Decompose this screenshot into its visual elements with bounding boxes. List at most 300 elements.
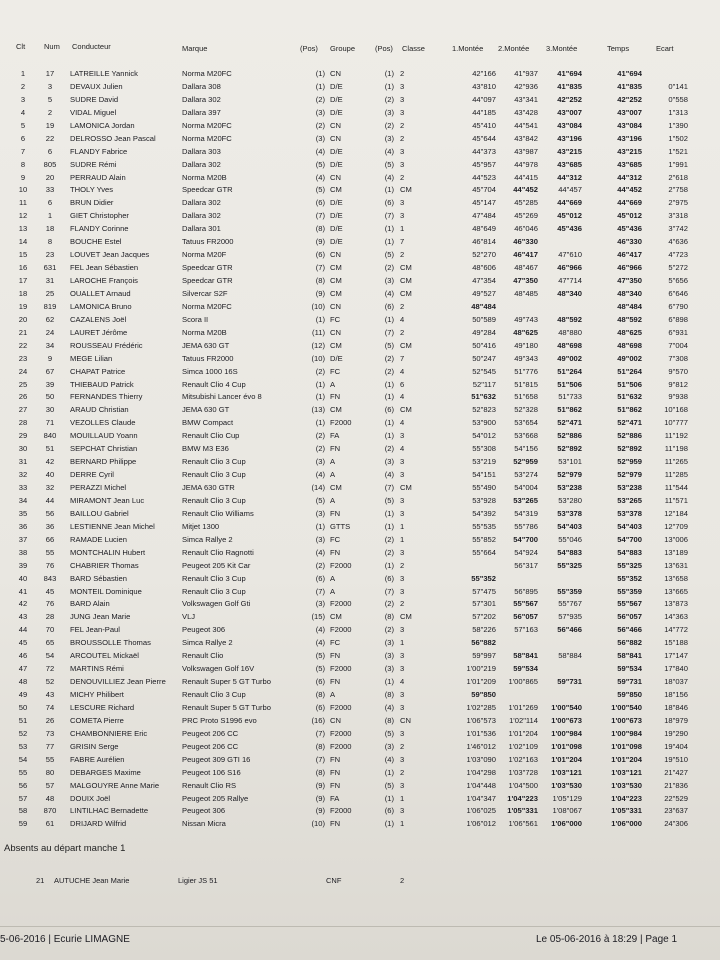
cell-make: Dallara 397 [182, 107, 221, 117]
cell-class: 3 [400, 651, 405, 661]
cell-group-position: (4) [315, 470, 325, 480]
cell-best-time: 59"850 [617, 690, 642, 699]
cell-best-time: 1'01"204 [611, 754, 642, 764]
cell-run3-time: 47"610 [558, 250, 582, 260]
cell-run1-time: 57"301 [472, 599, 496, 609]
cell-class-position: (7) [384, 211, 394, 221]
cell-run1-time: 50"416 [472, 340, 496, 350]
cell-run3-time: 44"669 [557, 198, 582, 208]
cell-class: 3 [400, 806, 405, 816]
cell-best-time: 55"325 [617, 560, 642, 570]
cell-class: 3 [400, 754, 405, 764]
cell-group-position: (5) [315, 185, 325, 195]
table-row [0, 598, 720, 611]
cell-run2-time: 56"317 [514, 560, 538, 570]
cell-make: Simca Rallye 2 [182, 534, 233, 544]
cell-best-time: 1'03"530 [611, 780, 642, 790]
cell-gap: 11"571 [664, 495, 688, 505]
cell-class: 2 [400, 120, 405, 130]
cell-run2-time: 44"415 [514, 172, 538, 182]
cell-group: FC [330, 534, 341, 544]
header-cla: Clt [16, 42, 26, 51]
table-row [0, 197, 720, 210]
cell-group: D/E [330, 224, 343, 234]
table-row [0, 637, 720, 650]
cell-driver: VEZOLLES Claude [70, 418, 136, 428]
cell-run2-time: 48"467 [514, 263, 538, 273]
cell-class: 4 [400, 418, 405, 428]
cell-gap: 23"637 [664, 806, 688, 816]
cell-class-position: (6) [384, 198, 394, 208]
cell-number: 48 [45, 793, 55, 803]
cell-driver: MEGE Lilian [70, 353, 113, 363]
cell-class-position: (2) [384, 120, 394, 130]
cell-number: 42 [45, 457, 55, 467]
cell-group-position: (1) [315, 81, 325, 91]
cell-class: CM [400, 185, 412, 195]
cell-group-position: (8) [315, 224, 325, 234]
table-row [0, 482, 720, 495]
table-row [0, 818, 720, 831]
cell-class: 3 [400, 547, 405, 557]
cell-class-position: (5) [384, 340, 394, 350]
cell-number: 24 [45, 327, 55, 337]
cell-run1-time: 49"527 [472, 288, 496, 298]
cell-gap: 13"631 [664, 560, 688, 570]
cell-class: 3 [400, 94, 405, 104]
cell-group-position: (7) [315, 754, 325, 764]
cell-group: D/E [330, 353, 343, 363]
cell-run3-time: 48"880 [558, 327, 582, 337]
cell-class: 3 [400, 107, 405, 117]
cell-run1-time: 49"284 [472, 327, 496, 337]
cell-driver: DERRE Cyril [70, 470, 114, 480]
cell-run2-time: 54"319 [514, 508, 538, 518]
cell-class-position: (4) [384, 754, 394, 764]
cell-make: Simca Rallye 2 [182, 638, 233, 648]
table-row [0, 404, 720, 417]
cell-class: CM [400, 612, 412, 622]
cell-driver: LAROCHE François [70, 276, 138, 285]
cell-gap: 24"306 [664, 819, 688, 829]
cell-gap: 1"502 [668, 133, 688, 143]
cell-run3-time: 55"325 [557, 560, 582, 570]
cell-gap: 9"812 [668, 379, 688, 389]
cell-group: FC [330, 638, 341, 648]
cell-class: 2 [400, 301, 405, 311]
cell-gap: 18"156 [664, 690, 688, 699]
cell-run1-time: 45"644 [472, 133, 496, 143]
cell-best-time: 53"265 [617, 495, 642, 505]
cell-run3-time: 43"215 [557, 146, 582, 156]
cell-driver: THIEBAUD Patrick [70, 379, 134, 389]
cell-run1-time: 1'00"219 [466, 664, 496, 674]
cell-rank: 43 [18, 612, 28, 622]
cell-driver: BAILLOU Gabriel [70, 508, 129, 518]
cell-run2-time: 56"057 [513, 612, 538, 622]
cell-best-time: 59"534 [617, 664, 642, 674]
cell-run1-time: 54"392 [472, 508, 496, 518]
table-row [0, 81, 720, 94]
cell-run2-time: 46"046 [514, 224, 538, 234]
cell-driver: LAMONICA Jordan [70, 120, 135, 130]
cell-rank: 56 [18, 780, 28, 790]
cell-run3-time: 44"457 [558, 185, 582, 195]
cell-class: 2 [400, 133, 405, 143]
cell-run1-time: 1'01"536 [466, 728, 496, 738]
cell-rank: 55 [18, 767, 28, 777]
cell-run3-time: 53"280 [558, 495, 582, 505]
cell-run2-time: 48"485 [514, 288, 538, 298]
table-row [0, 379, 720, 392]
cell-best-time: 46"966 [617, 263, 642, 273]
table-row [0, 262, 720, 275]
cell-run3-time: 1'00"540 [551, 702, 582, 712]
cell-best-time: 45"436 [617, 224, 642, 234]
cell-driver: CAZALENS Joël [70, 314, 127, 324]
cell-gap: 12"709 [664, 521, 688, 531]
cell-class-position: (3) [384, 133, 394, 143]
cell-run1-time: 45"957 [472, 159, 496, 169]
cell-run2-time: 1'02"163 [508, 754, 538, 764]
cell-class: 3 [400, 457, 405, 467]
cell-number: 2 [47, 107, 53, 117]
cell-make: Renault Clio 3 Cup [182, 470, 246, 480]
cell-rank: 59 [18, 819, 28, 829]
table-row [0, 521, 720, 534]
cell-run1-time: 58"226 [472, 625, 496, 635]
cell-make: Peugeot 309 GTI 16 [182, 754, 251, 764]
cell-group: CM [330, 263, 342, 273]
cell-group-position: (7) [315, 211, 325, 221]
table-row [0, 146, 720, 159]
cell-class: 3 [400, 586, 405, 596]
cell-class: CM [400, 288, 412, 298]
cell-class: 3 [400, 146, 405, 156]
cell-make: Renault Clio Williams [182, 508, 254, 518]
cell-group: FN [330, 677, 341, 687]
cell-number: 819 [43, 301, 57, 311]
cell-run1-time: 1'06"012 [466, 819, 496, 829]
cell-class: 2 [400, 69, 405, 78]
cell-run2-time: 1'01"269 [508, 702, 538, 712]
cell-group-position: (9) [315, 288, 325, 298]
cell-group: FN [330, 767, 341, 777]
cell-gap: 15"188 [664, 638, 688, 648]
cell-run2-time: 57"163 [514, 625, 538, 635]
cell-run2-time: 53"265 [513, 495, 538, 505]
cell-class-position: (3) [384, 664, 394, 674]
cell-best-time: 52"471 [617, 418, 642, 428]
cell-run1-time: 45"704 [472, 185, 496, 195]
cell-best-time: 41"694 [617, 69, 642, 78]
cell-run3-time: 46"966 [557, 263, 582, 273]
cell-run2-time: 58"841 [513, 651, 538, 661]
cell-group-position: (4) [315, 146, 325, 156]
cell-run2-time: 54"924 [514, 547, 538, 557]
cell-rank: 1 [20, 69, 26, 78]
cell-number: 54 [45, 651, 55, 661]
cell-number: 18 [45, 224, 55, 234]
cell-make: Norma M20B [182, 327, 227, 337]
cell-group: F2000 [330, 702, 352, 712]
cell-group: F2000 [330, 806, 352, 816]
cell-group-position: (16) [311, 715, 325, 725]
cell-group-position: (4) [315, 625, 325, 635]
cell-class-position: (4) [384, 702, 394, 712]
cell-class: 4 [400, 366, 405, 376]
cell-gap: 14"772 [664, 625, 688, 635]
cell-make: Renault Clio 3 Cup [182, 573, 246, 583]
cell-class: 1 [400, 534, 405, 544]
cell-class: 1 [400, 793, 405, 803]
table-row [0, 508, 720, 521]
cell-group-position: (1) [315, 392, 325, 402]
table-row [0, 159, 720, 172]
cell-driver: PERAZZI Michel [70, 483, 127, 492]
cell-class: 3 [400, 159, 405, 169]
cell-class: 3 [400, 625, 405, 635]
cell-make: Dallara 308 [182, 81, 221, 91]
cell-run1-time: 1'04"298 [466, 767, 496, 777]
cell-class: 3 [400, 780, 405, 790]
cell-class: 1 [400, 638, 405, 648]
cell-run2-time: 53"668 [514, 431, 538, 441]
cell-group: CN [330, 250, 341, 260]
cell-driver: MIRAMONT Jean Luc [70, 495, 145, 505]
cell-rank: 50 [18, 702, 28, 712]
cell-best-time: 1'03"121 [611, 767, 642, 777]
absent-class: 2 [400, 876, 405, 885]
cell-run1-time: 1'04"347 [466, 793, 496, 803]
cell-run3-time: 53"101 [558, 457, 582, 467]
cell-driver: GRISIN Serge [70, 741, 119, 751]
cell-make: Norma M20FC [182, 133, 232, 143]
cell-run3-time: 52"886 [557, 431, 582, 441]
cell-group: D/E [330, 107, 343, 117]
cell-number: 19 [45, 120, 55, 130]
cell-driver: CHABRIER Thomas [70, 560, 139, 570]
cell-run3-time: 43"685 [557, 159, 582, 169]
cell-number: 8 [47, 237, 53, 247]
cell-group-position: (2) [315, 94, 325, 104]
cell-gap: 10"168 [664, 405, 688, 415]
cell-driver: SUDRE Rémi [70, 159, 117, 169]
cell-make: Renault Clio 4 Cup [182, 379, 246, 389]
cell-make: JEMA 630 GTR [182, 483, 235, 492]
cell-driver: DRIJARD Wilfrid [70, 819, 127, 829]
cell-number: 43 [45, 690, 55, 699]
table-row [0, 210, 720, 223]
cell-best-time: 59"731 [617, 677, 642, 687]
cell-best-time: 54"700 [617, 534, 642, 544]
cell-driver: LESCURE Richard [70, 702, 135, 712]
table-row [0, 340, 720, 353]
header-pos2: (Pos) [375, 44, 393, 53]
cell-best-time: 56"882 [617, 638, 642, 648]
cell-run3-time: 58"884 [558, 651, 582, 661]
cell-number: 40 [45, 470, 55, 480]
header-pos: (Pos) [300, 44, 318, 53]
cell-rank: 25 [18, 379, 28, 389]
cell-class-position: (1) [384, 81, 394, 91]
cell-run3-time: 1'03"121 [551, 767, 582, 777]
cell-gap: 4"636 [668, 237, 688, 247]
cell-class-position: (1) [384, 521, 394, 531]
cell-gap: 13"873 [664, 599, 688, 609]
cell-best-time: 43"196 [617, 133, 642, 143]
cell-group-position: (1) [315, 379, 325, 389]
cell-make: Renault Clio 3 Cup [182, 457, 246, 467]
cell-rank: 35 [18, 508, 28, 518]
cell-number: 71 [45, 418, 55, 428]
cell-run3-time: 51"506 [557, 379, 582, 389]
cell-gap: 2"618 [668, 172, 688, 182]
cell-run1-time: 1'01"209 [466, 677, 496, 687]
cell-group: D/E [330, 94, 343, 104]
cell-best-time: 52"979 [617, 470, 642, 480]
cell-gap: 5"656 [668, 276, 688, 285]
cell-group: CM [330, 405, 342, 415]
table-row [0, 780, 720, 793]
cell-rank: 45 [18, 638, 28, 648]
table-row [0, 663, 720, 676]
cell-driver: VIDAL Miguel [70, 107, 117, 117]
cell-run1-time: 42"166 [472, 69, 496, 78]
results-table [0, 68, 720, 831]
cell-group-position: (2) [315, 366, 325, 376]
cell-class: 3 [400, 573, 405, 583]
cell-number: 870 [43, 806, 57, 816]
cell-class-position: (1) [384, 69, 394, 78]
cell-make: JEMA 630 GT [182, 405, 230, 415]
cell-driver: MARTINS Rémi [70, 664, 124, 674]
cell-class-position: (3) [384, 651, 394, 661]
cell-gap: 3"742 [668, 224, 688, 234]
cell-rank: 37 [18, 534, 28, 544]
cell-make: Renault Super 5 GT Turbo [182, 702, 271, 712]
cell-run1-time: 1'06"573 [466, 715, 496, 725]
cell-best-time: 52"892 [617, 444, 642, 454]
cell-number: 31 [45, 276, 55, 285]
table-row [0, 689, 720, 702]
cell-best-time: 54"403 [617, 521, 642, 531]
cell-run3-time: 1'00"673 [551, 715, 582, 725]
cell-run2-time: 54"700 [513, 534, 538, 544]
cell-number: 28 [45, 612, 55, 622]
cell-group-position: (5) [315, 495, 325, 505]
header-class: Classe [402, 44, 425, 53]
table-row [0, 793, 720, 806]
cell-make: Dallara 303 [182, 146, 221, 156]
cell-rank: 33 [18, 483, 28, 492]
cell-run2-time: 1'00"865 [508, 677, 538, 687]
cell-run3-time: 1'03"530 [551, 780, 582, 790]
cell-group-position: (1) [315, 69, 325, 78]
cell-run3-time: 43"007 [557, 107, 582, 117]
cell-class: 7 [400, 353, 405, 363]
cell-run2-time: 43"428 [514, 107, 538, 117]
cell-group: D/E [330, 159, 343, 169]
cell-make: Speedcar GTR [182, 263, 233, 273]
cell-group-position: (1) [315, 314, 325, 324]
cell-best-time: 56"466 [617, 625, 642, 635]
cell-driver: BERNARD Philippe [70, 457, 137, 467]
table-row [0, 366, 720, 379]
cell-gap: 6"646 [668, 288, 688, 298]
cell-class-position: (1) [384, 767, 394, 777]
cell-run1-time: 45"410 [472, 120, 496, 130]
cell-best-time: 1'06"000 [611, 819, 642, 829]
cell-group-position: (9) [315, 780, 325, 790]
cell-rank: 10 [18, 185, 28, 195]
cell-gap: 1"991 [668, 159, 688, 169]
cell-rank: 31 [18, 457, 28, 467]
cell-gap: 6"931 [668, 327, 688, 337]
cell-run1-time: 1'03"090 [466, 754, 496, 764]
cell-group-position: (3) [315, 534, 325, 544]
cell-group: F2000 [330, 664, 352, 674]
cell-driver: MOUILLAUD Yoann [70, 431, 138, 441]
cell-group: CM [330, 612, 342, 622]
cell-class-position: (1) [384, 418, 394, 428]
cell-run1-time: 53"219 [472, 457, 496, 467]
cell-class-position: (3) [384, 276, 394, 285]
cell-rank: 32 [18, 470, 28, 480]
cell-run1-time: 56"882 [471, 638, 496, 648]
cell-class: 4 [400, 677, 405, 687]
cell-driver: THOLY Yves [70, 185, 114, 195]
cell-run1-time: 55"664 [472, 547, 496, 557]
cell-best-time: 44"452 [617, 185, 642, 195]
cell-group: A [330, 495, 336, 505]
table-row [0, 314, 720, 327]
cell-driver: LOUVET Jean Jacques [70, 250, 150, 260]
cell-gap: 1"313 [668, 107, 688, 117]
cell-run3-time: 54"883 [557, 547, 582, 557]
cell-best-time: 1'00"673 [611, 715, 642, 725]
cell-best-time: 41"835 [617, 81, 642, 91]
cell-run3-time: 49"002 [557, 353, 582, 363]
cell-group: CN [330, 172, 341, 182]
cell-gap: 11"544 [664, 483, 688, 492]
cell-best-time: 43"215 [617, 146, 642, 156]
table-row [0, 728, 720, 741]
cell-class-position: (2) [384, 625, 394, 635]
cell-rank: 26 [18, 392, 28, 402]
cell-group: FC [330, 314, 341, 324]
cell-group-position: (2) [315, 120, 325, 130]
cell-class-position: (1) [384, 793, 394, 803]
table-row [0, 676, 720, 689]
cell-class-position: (1) [384, 314, 394, 324]
cell-gap: 1"390 [668, 120, 688, 130]
header-gap: Ecart [656, 44, 674, 53]
table-row [0, 107, 720, 120]
cell-class: CM [400, 483, 412, 492]
cell-best-time: 1'01"098 [611, 741, 642, 751]
table-row [0, 495, 720, 508]
cell-class-position: (2) [384, 353, 394, 363]
cell-number: 66 [45, 534, 55, 544]
cell-class-position: (6) [384, 405, 394, 415]
cell-gap: 4"723 [668, 250, 688, 260]
cell-gap: 13"665 [664, 586, 688, 596]
cell-class-position: (4) [384, 288, 394, 298]
cell-gap: 17"147 [664, 651, 688, 661]
cell-group-position: (14) [311, 483, 325, 492]
cell-run1-time: 55"852 [472, 534, 496, 544]
